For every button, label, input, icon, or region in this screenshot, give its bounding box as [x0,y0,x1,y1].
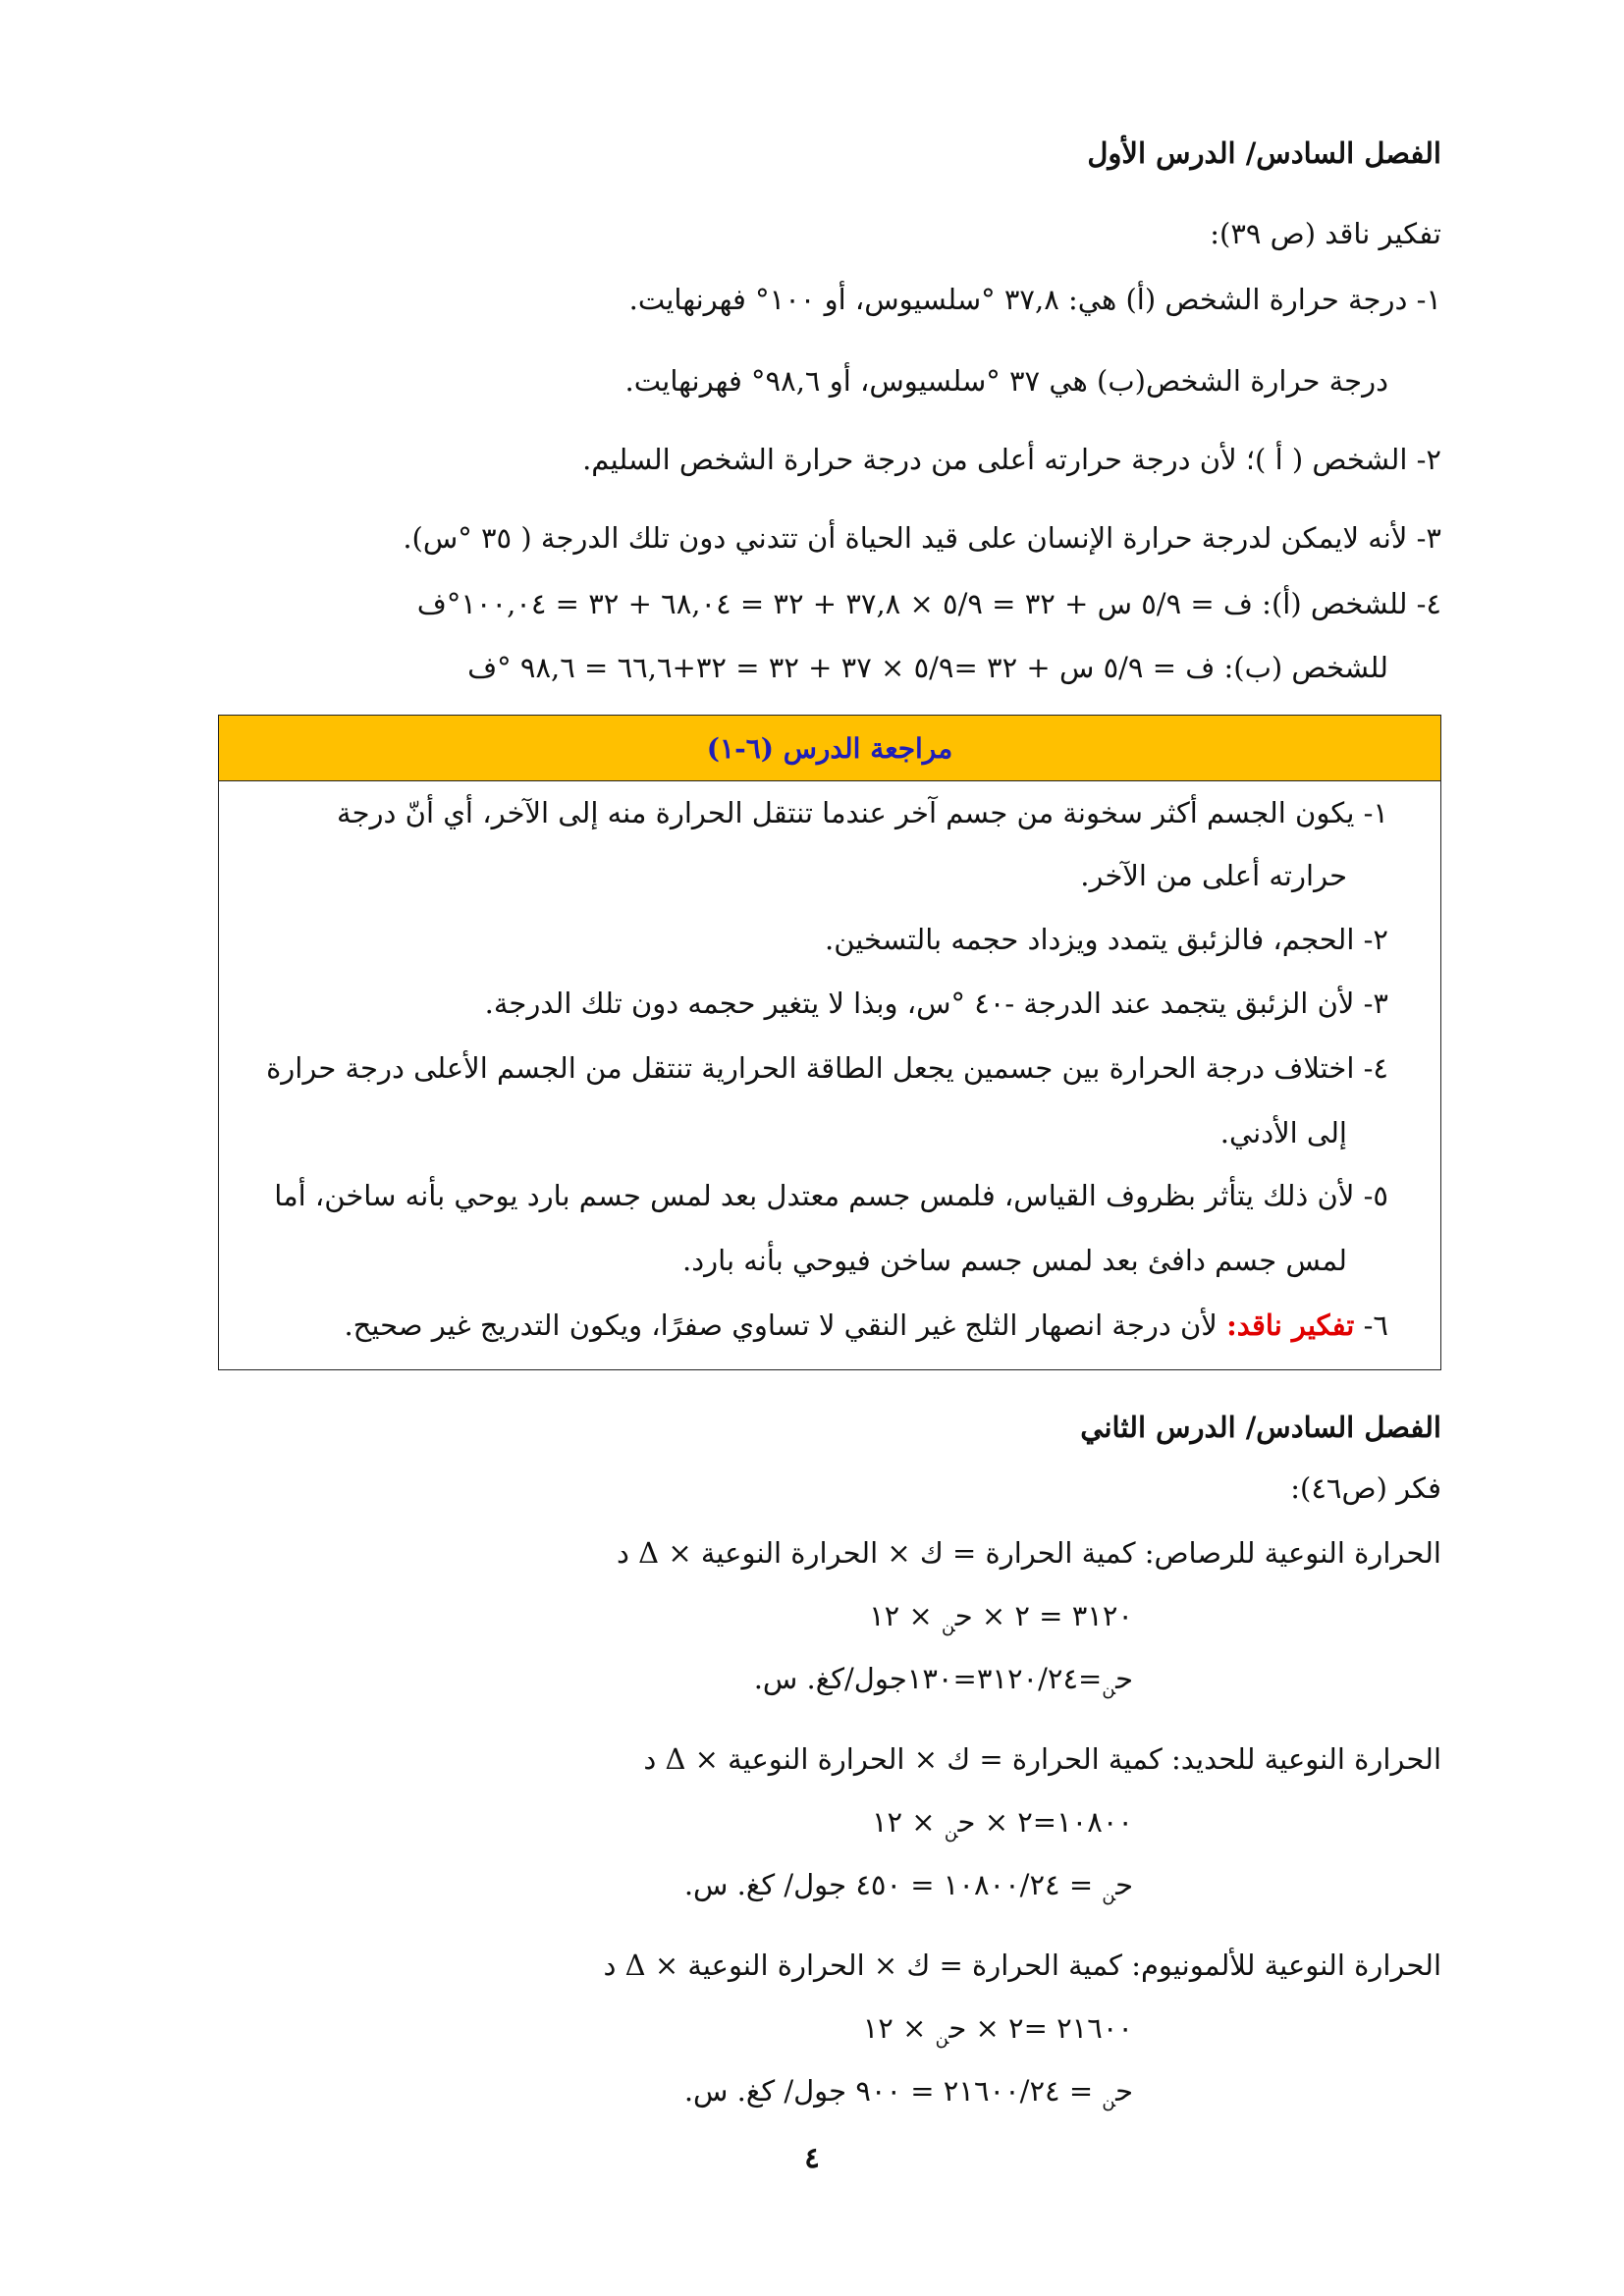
review-line: ٣- لأن الزئبق يتجمد عند الدرجة -٤٠ °س، وبذا لا يتغير حجمه دون تلك الدرجة. [484,987,1388,1020]
aluminium-formula: الحرارة النوعية للألمونيوم: كمية الحرارة = ك × الحرارة النوعية × Δ د [603,1949,1441,1982]
review-line: ٥- لأن ذلك يتأثر بظروف القياس، فلمس جسم معتدل بعد لمس جسم بارد يوحي بأنه ساخن، أما [274,1179,1388,1212]
think-title: فكر (ص٤٦): [1290,1471,1441,1505]
aluminium-equation: ٢١٦٠٠ =٢ × ح$_ن$ × ١٢ [862,2011,1133,2049]
review-line: حرارته أعلى من الآخر. [1080,859,1347,892]
answer-line: ٣- لأنه لايمكن لدرجة حرارة الإنسان على قيد الحياة أن تتدني دون تلك الدرجة ( ٣٥ °س). [403,521,1441,555]
lead-equation: ٣١٢٠ = ٢ × ح$_ن$ × ١٢ [869,1599,1133,1636]
review-line-number: ٦- [1363,1308,1388,1342]
aluminium-result: ح$_ن$ = ٢١٦٠٠/٢٤ = ٩٠٠ جول/ كغ. س. [683,2074,1133,2111]
lead-formula: الحرارة النوعية للرصاص: كمية الحرارة = ك × الحرارة النوعية × Δ د [617,1536,1441,1570]
review-line: ١- يكون الجسم أكثر سخونة من جسم آخر عندما تنتقل الحرارة منه إلى الآخر، أي أنّ درجة [337,796,1388,829]
page-number: ٤ [804,2141,820,2174]
review-title: مراجعة الدرس (٦-١) [219,716,1440,781]
answer-line: ١- درجة حرارة الشخص (أ) هي: ٣٧,٨ °سلسيوس، أو ١٠٠° فهرنهايت. [628,283,1441,316]
lesson2-heading: الفصل السادس/ الدرس الثاني [1080,1411,1441,1444]
review-line: ٤- اختلاف درجة الحرارة بين جسمين يجعل الطاقة الحرارية تنتقل من الجسم الأعلى درجة حرارة [266,1051,1388,1085]
review-line: إلى الأدني. [1219,1116,1347,1149]
answer-line: ٤- للشخص (أ): ف = ٥/٩ س + ٣٢ = ٥/٩ × ٣٧,٨ + ٣٢ = ٦٨,٠٤ + ٣٢ = ١٠٠,٠٤°ف [416,587,1441,620]
iron-result: ح$_ن$ = ١٠٨٠٠/٢٤ = ٤٥٠ جول/ كغ. س. [683,1868,1133,1905]
review-line-text: لأن درجة انصهار الثلج غير النقي لا تساوي صفرًا، ويكون التدريج غير صحيح. [344,1308,1218,1342]
review-line-last [344,1306,1388,1345]
review-line: ٢- الحجم، فالزئبق يتمدد ويزداد حجمه بالتسخين. [825,923,1388,956]
answer-line: للشخص (ب): ف = ٥/٩ س + ٣٢ =٥/٩ × ٣٧ + ٣٢ = ٣٢+٦٦,٦ = ٩٨,٦ °ف [467,651,1388,684]
answer-line: درجة حرارة الشخص(ب) هي ٣٧ °سلسيوس، أو ٩٨,٦° فهرنهايت. [624,364,1388,398]
review-line: لمس جسم دافئ بعد لمس جسم ساخن فيوحي بأنه بارد. [682,1244,1347,1277]
lesson1-heading: الفصل السادس/ الدرس الأول [1087,136,1441,170]
lead-result: ح$_ن$=٣١٢٠/٢٤=١٣٠جول/كغ. س. [753,1662,1133,1699]
critical-thinking-title: تفكير ناقد (ص ٣٩): [1210,217,1441,250]
critical-thinking-label: تفكير ناقد: [1226,1308,1355,1342]
iron-formula: الحرارة النوعية للحديد: كمية الحرارة = ك × الحرارة النوعية × Δ د [643,1742,1441,1776]
answer-line: ٢- الشخص ( أ )؛ لأن درجة حرارته أعلى من درجة حرارة الشخص السليم. [582,443,1441,476]
iron-equation: ١٠٨٠٠=٢ × ح$_ن$ × ١٢ [871,1805,1133,1842]
